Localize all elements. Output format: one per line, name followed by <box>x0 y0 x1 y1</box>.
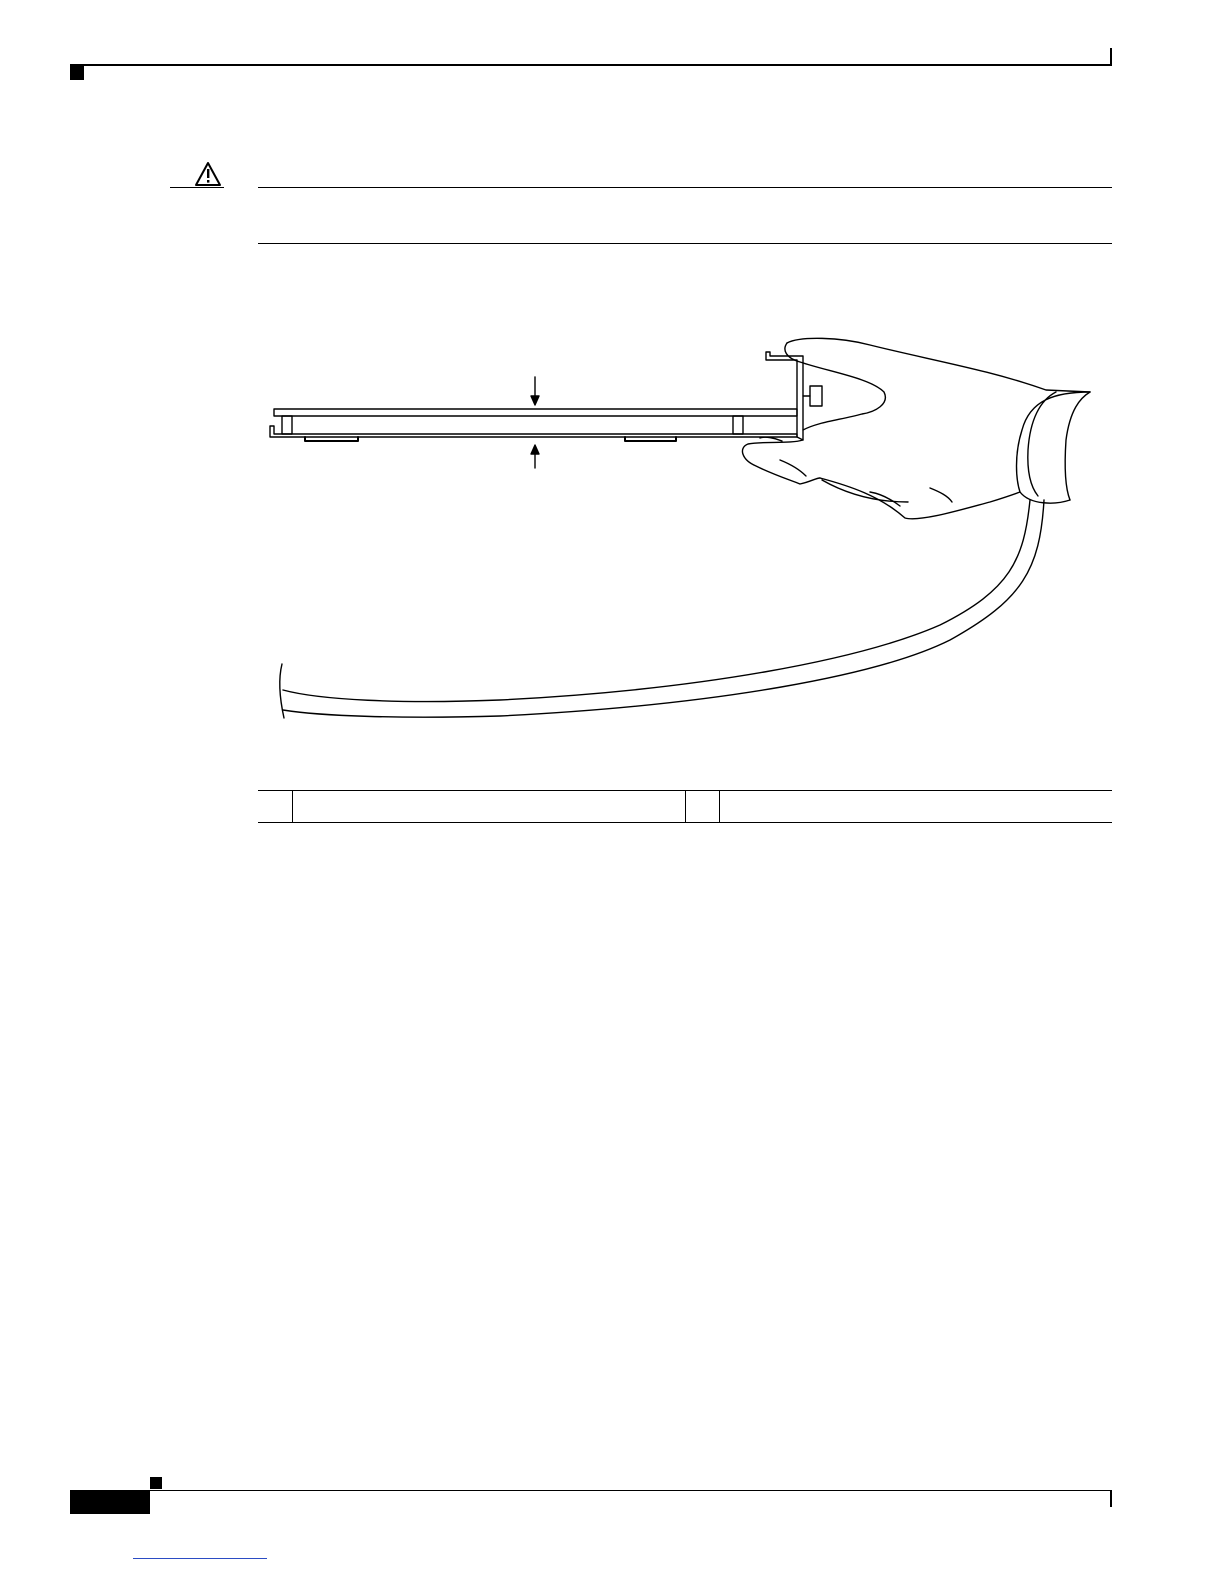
callout-table-divider-2 <box>685 790 686 823</box>
ground-cord-outer <box>283 500 1030 702</box>
footer-page-tab <box>70 1490 150 1514</box>
standoff-left <box>282 416 292 434</box>
standoff-right <box>733 416 743 434</box>
footer-right-tick <box>1110 1491 1112 1507</box>
captive-screw <box>810 386 822 406</box>
footer-link-underline[interactable] <box>133 1558 267 1559</box>
carrier-plate <box>270 426 797 437</box>
circuit-board <box>274 409 797 416</box>
footer-small-marker <box>150 1477 162 1489</box>
callout-table-divider-3 <box>719 790 720 823</box>
footer-rule <box>150 1490 1112 1491</box>
ground-cord-inner <box>283 500 1044 717</box>
faceplate <box>766 352 803 440</box>
callout-table-divider-1 <box>292 790 293 823</box>
hand-thumb <box>787 338 1090 392</box>
hand-fingers <box>742 440 820 484</box>
